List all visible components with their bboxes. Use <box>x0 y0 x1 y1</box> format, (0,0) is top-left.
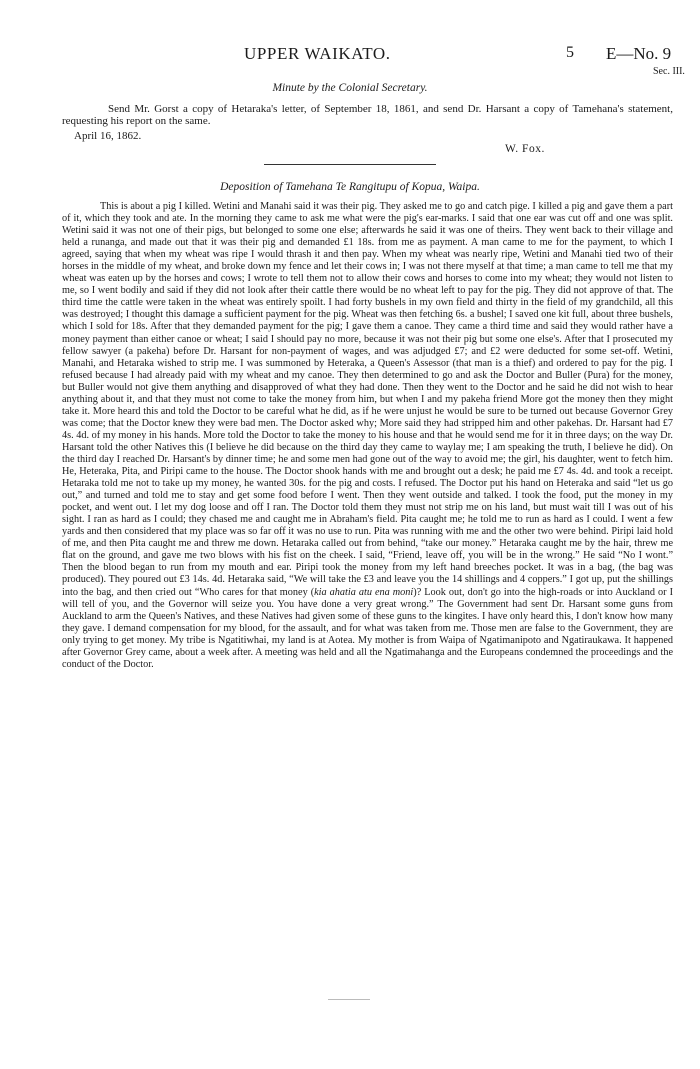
minute-heading: Minute by the Colonial Secretary. <box>272 82 428 94</box>
deposition-text-part-2: )? Look out, don't go into the high-roads or into Auckland or I will tell of you, and the Governor will seize you. You have done a very great wrong.” The Government had sent Dr. Harsant some guns from Auckland to arm the Queen's Natives, and these Natives had given some of these guns to the kingites. I have only heard this, I don't know how many they gave. I demand compensation for my blood, for the assault, and for what was taken from me. Those men are false to the Government, they are only trying to get money. My tribe is Ngatitiwhai, my land is at Aotea. My mother is from Waipa of Ngatimanipoto and Ngatiraukawa. It happened after Governor Grey came, about a week after. A meeting was held and all the Ngatimahanga and the Europeans condemned the proceedings and the conduct of the Doctor. <box>62 586 673 670</box>
maori-phrase: kia ahatia atu ena moni <box>314 586 414 598</box>
signature: W. Fox. <box>505 143 545 155</box>
bottom-divider <box>328 999 370 1000</box>
minute-date: April 16, 1862. <box>74 130 142 142</box>
section-divider <box>264 164 436 165</box>
paper-reference: E—No. 9 <box>606 44 672 63</box>
header-title: UPPER WAIKATO. <box>244 44 391 63</box>
section-label: Sec. III. <box>653 66 685 77</box>
page-number: 5 <box>566 44 574 61</box>
deposition-text <box>62 201 673 671</box>
deposition-text-part-1: This is about a pig I killed. Wetini and Manahi said it was their pig. They asked me to go and catch pige. I killed a pig and gave them a part of it, which they took and ate. In the morning they came to ask me what were the pig's ear-marks. I said that one ear was cut off and one was split. Wetini said it was not one of their pigs, but belonged to some one else; afterwards he said it was one of theirs. They went back to their village and held a runanga, and made out that it was their pig and demanded £1 18s. from me as payment. A man came to me for the payment, to which I agreed, saying that when my wheat was ripe I would thrash it and then pay. When my wheat was nearly ripe, Wetini and Manahi tied two of their horses in the middle of my wheat, and broke down my fence and let their cows in; I was not there myself at that time; a man came to tell me that my wheat was eaten up by the horses and cows; I wrote to tell them not to allow their cows and horses to come into my wheat; they would not listen to me, so I went bodily and said if they did not look after their cattle there would be no wheat left to pay for the pig. They did not approve of that. The third time the cattle were taken in the wheat was entirely spoilt. I had forty bushels in my own field and thirty in the field of my grandchild, all this was destroyed; I thought this damage a sufficient payment for the pig. Wheat was then fetching 6s. a bushel; I saved one kit full, about three bushels, which I sold for 18s. After that they demanded payment for the pig; I gave them a canoe. They came a third time and said they would rather have a money payment than either canoe or wheat; I said I should pay no more, because it was not their pig but some one else's. After that I prosecuted my fellow sawyer (a pakeha) before Dr. Harsant for non-payment of wages, and was adjudged £7; and £2 were deducted for some set-off. Wetini, Manahi, and Hetaraka wished to strip me. I was summoned by Heteraka, a Queen's Assessor (that man is a thief) and ordered to pay for the pig. I refused because I had already paid with my wheat and my canoe. They then determined to go and ask the Doctor and Buller (Pura) for the money, but Buller would not give them anything and disapproved of what they had done. Then they went to the Doctor and he said he did not wish to hear anything about it, and that they must not come to take the money from him, but when I and my pakeha friend More got the money then they might take it. More heard this and told the Doctor to be careful what he did, as if he were unjust he would be sure to be turned out because Governor Grey was come; that the Doctor knew they were bad men. The Doctor asked why; More said they had stripped him and other pakehas. Dr. Harsant had £7 4s. 4d. of my money in his hands. More told the Doctor to take the money to his house and that he would send me for it in three days; on the way Dr. Harsant told the other Natives this (I believe he did because on the third day they came to waylay me; I am speaking the truth, I believe he did). On the third day I reached Dr. Harsant's by dinner time; he and some men had gone out of the way to avoid me; the girl, his daughter, went to fetch him. He, Heteraka, Pita, and Piripi came to the house. The Doctor shook hands with me and brought out a desk; he paid me £7 4s. 4d. and took a receipt. Hetaraka told me not to take up my money, he wanted 30s. for the pig and costs. I refused. The Doctor put his hand on Heteraka and said “let us go out,” and turned and told me to stay and get some food before I went. Then they went outside and talked. I took the food, put the money in my pocket, and went out. I let my dog loose and off I ran. The Doctor told them they must not strip me on his land, but must wait till I was out of his sight. I ran as hard as I could; they chased me and caught me in Abraham's field. Pita caught me; he told me to run as hard as I could. I went a few yards and then considered that my place was so far off it was no use to run. Pita was running with me and the other two were behind. Piripi laid hold of me, and then Pita caught me and threw me down. Hetaraka called out from behind, “take our money.” Hetaraka caught me by the hair, threw me flat on the ground, and gave me two blows with his fist on the cheek. I said, “Friend, leave off, you will be in the wrong.” He said “No I wont.” Then the blood began to run from my mouth and ear. Piripi took the money from my left hand breeches pocket. It was in a bag, (the bag was produced). They poured out £3 14s. 4d. Hetaraka said, “We will take the £3 and leave you the 14 shillings and 4 coppers.” I got up, put the shillings into the bag, and then cried out “Who cares for that money ( <box>62 201 673 598</box>
minute-text: Send Mr. Gorst a copy of Hetaraka's letter, of September 18, 1861, and send Dr. Harsant a copy of Tamehana's statement, requesting his report on the same. <box>62 103 673 127</box>
running-header <box>0 44 700 77</box>
deposition-heading: Deposition of Tamehana Te Rangitupu of Kopua, Waipa. <box>220 181 480 193</box>
